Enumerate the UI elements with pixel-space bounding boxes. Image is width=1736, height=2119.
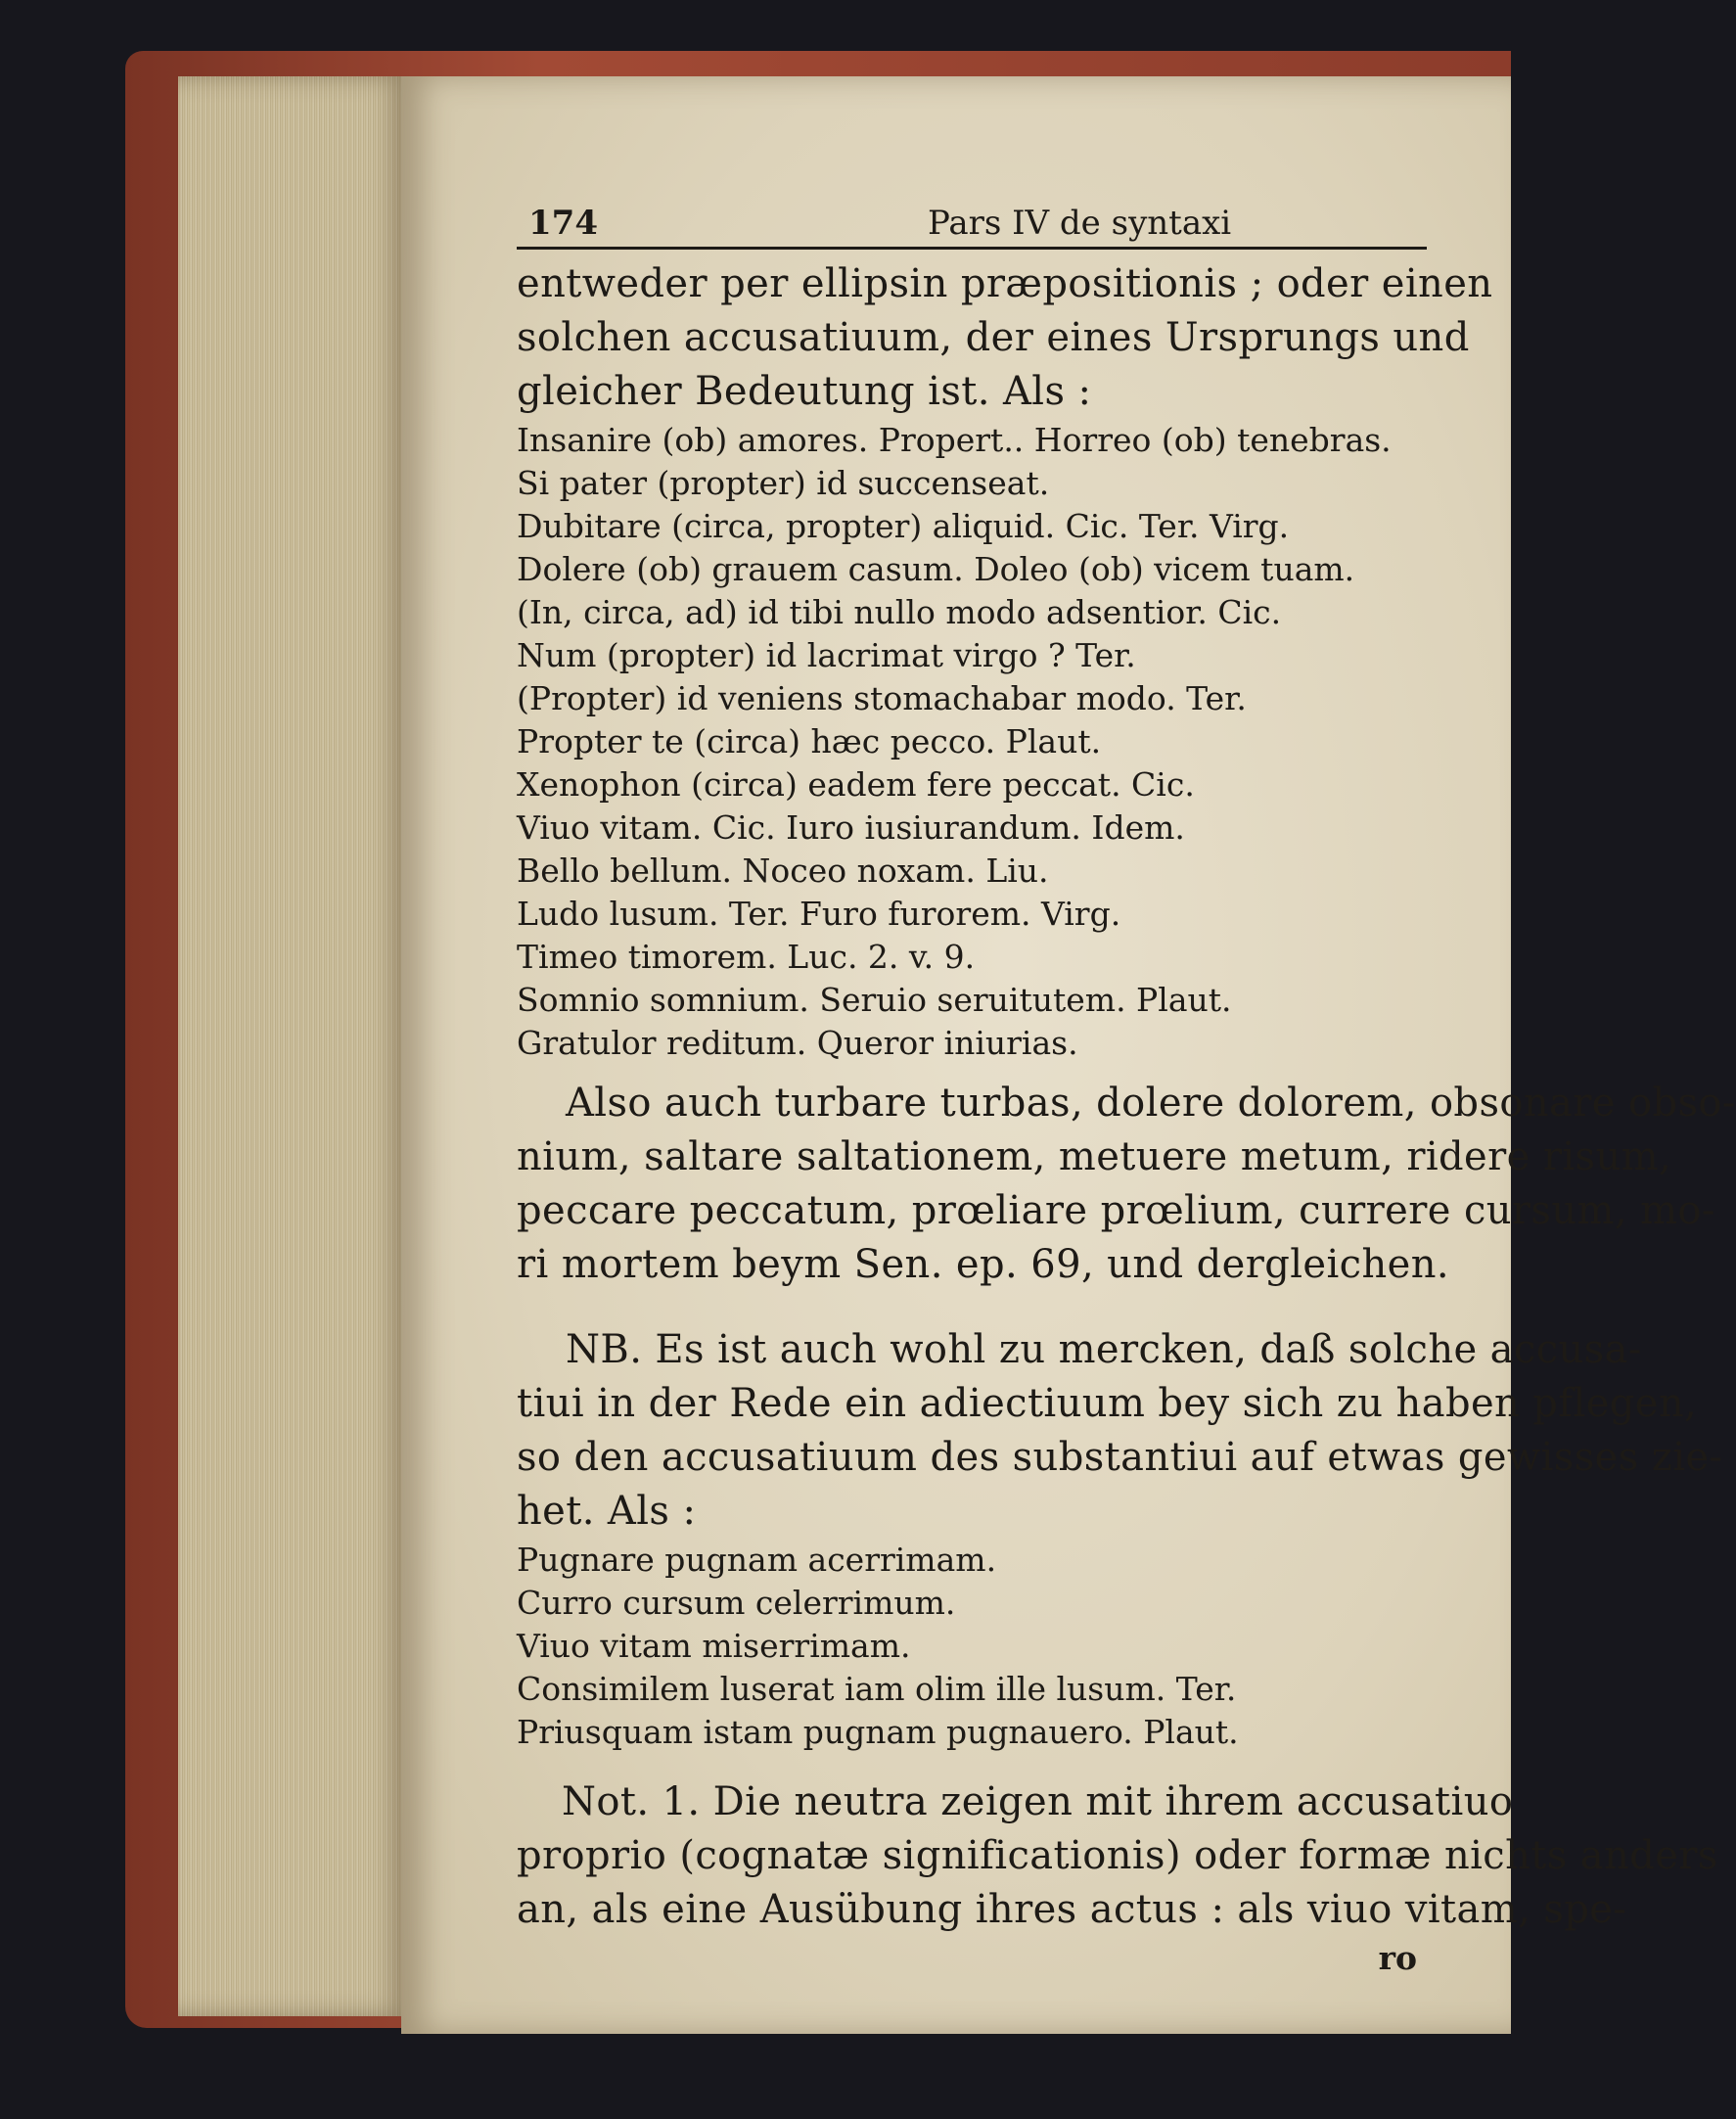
- text-line: nium, saltare saltationem, metuere metum, ridere risum,: [517, 1134, 1672, 1179]
- text-line: Viuo vitam. Cic. Iuro iusiurandum. Idem.: [517, 808, 1185, 847]
- page-number: 174: [528, 204, 598, 243]
- text-line: ri mortem beym Sen. ep. 69, und dergleichen.: [517, 1242, 1449, 1287]
- text-line: Dolere (ob) grauem casum. Doleo (ob) vicem tuam.: [517, 550, 1355, 588]
- text-line: (In, circa, ad) id tibi nullo modo adsentior. Cic.: [517, 593, 1282, 631]
- text-line: Insanire (ob) amores. Propert.. Horreo (ob) tenebras.: [517, 421, 1392, 459]
- text-line: het. Als :: [517, 1489, 697, 1534]
- text-line: peccare peccatum, prœliare prœlium, currere cursum, mo-: [517, 1188, 1715, 1233]
- page-edges: [178, 76, 411, 2016]
- text-line: Not. 1. Die neutra zeigen mit ihrem accusatiuo: [562, 1779, 1514, 1824]
- text-line: Propter te (circa) hæc pecco. Plaut.: [517, 722, 1102, 760]
- text-line: so den accusatiuum des substantiui auf etwas gewisses zie-: [517, 1435, 1723, 1480]
- text-line: (Propter) id veniens stomachabar modo. Ter.: [517, 679, 1247, 717]
- text-line: Gratulor reditum. Queror iniurias.: [517, 1024, 1078, 1062]
- paragraph-gap: [517, 1292, 1437, 1323]
- running-title: Pars IV de syntaxi: [928, 204, 1232, 243]
- text-line: Curro cursum celerrimum.: [517, 1584, 956, 1622]
- book-page: [401, 76, 1736, 2034]
- text-line: Num (propter) id lacrimat virgo ? Ter.: [517, 636, 1136, 674]
- paragraph-gap: [517, 1754, 1437, 1775]
- text-line: Si pater (propter) id succenseat.: [517, 464, 1050, 502]
- text-line: Priusquam istam pugnam pugnauero. Plaut.: [517, 1713, 1239, 1751]
- page-body: [517, 257, 1736, 1980]
- header-rule: [517, 247, 1427, 250]
- catchword: ro: [1378, 1939, 1417, 1977]
- text-line: Ludo lusum. Ter. Furo furorem. Virg.: [517, 895, 1121, 933]
- text-line: Somnio somnium. Seruio seruitutem. Plaut.: [517, 981, 1232, 1019]
- text-line: entweder per ellipsin præpositionis ; oder einen: [517, 261, 1493, 306]
- text-line: Viuo vitam miserrimam.: [517, 1627, 911, 1665]
- text-line: Bello bellum. Noceo noxam. Liu.: [517, 852, 1049, 890]
- text-line: NB. Es ist auch wohl zu mercken, daß solche accusa-: [566, 1327, 1642, 1372]
- text-line: Xenophon (circa) eadem fere peccat. Cic.: [517, 765, 1195, 804]
- text-line: Timeo timorem. Luc. 2. v. 9.: [517, 938, 976, 976]
- text-line: Dubitare (circa, propter) aliquid. Cic. Ter. Virg.: [517, 507, 1290, 545]
- running-head: [517, 196, 1427, 245]
- text-line: Consimilem luserat iam olim ille lusum. Ter.: [517, 1670, 1237, 1708]
- text-line: tiui in der Rede ein adiectiuum bey sich zu haben pflegen,: [517, 1381, 1698, 1426]
- text-line: gleicher Bedeutung ist. Als :: [517, 369, 1092, 414]
- text-line: an, als eine Ausübung ihres actus : als viuo vitam, spe-: [517, 1887, 1627, 1932]
- text-line: Also auch turbare turbas, dolere dolorem, obsonare obso-: [566, 1081, 1736, 1126]
- paragraph-gap: [517, 1065, 1437, 1077]
- text-line: Pugnare pugnam acerrimam.: [517, 1541, 997, 1579]
- text-line: solchen accusatiuum, der eines Ursprungs und: [517, 315, 1470, 360]
- text-line: proprio (cognatæ significationis) oder formæ nichts anders: [517, 1833, 1718, 1878]
